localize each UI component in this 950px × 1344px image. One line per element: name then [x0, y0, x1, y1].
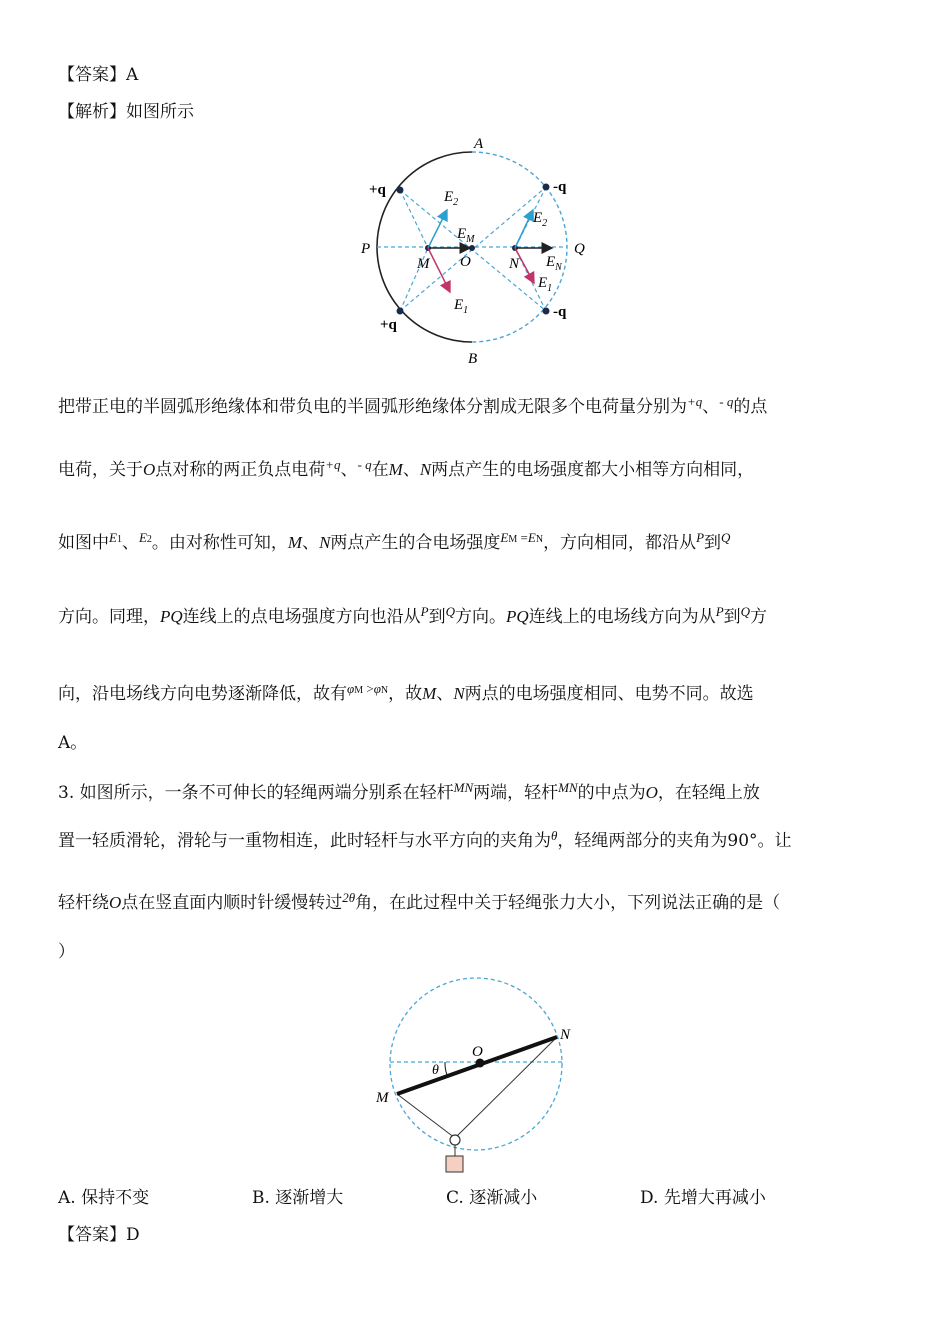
label-A: A [474, 136, 484, 152]
fig2-label-N: N [560, 1027, 571, 1043]
label-Q: Q [574, 241, 585, 257]
para-line-2: 电荷，关于O点对称的两正负点电荷$^{+q}$、$^{- q}$在M、N两点产生的电场强度都大小相等方向相同， [58, 457, 755, 480]
label-O: O [460, 254, 471, 270]
answer-1-line [58, 64, 138, 86]
para-line-3: 如图中$^{E1}$、$^{E2}$。由对称性可知，M、N两点产生的合电场强度$^{EM}$ $^{=EN}$，方向相同，都沿从$^P$到$^Q$ [58, 530, 731, 553]
label-E2-M: $E_2$ [444, 189, 459, 208]
label-minus-q-top: -q [553, 179, 567, 195]
q3-line-4: ） [58, 942, 75, 962]
fig2-label-O: O [472, 1044, 483, 1060]
q3-line-2: 置一轻质滑轮，滑轮与一重物相连，此时轻杆与水平方向的夹角为$^\theta$，轻绳两部分的夹角为90°。让 [58, 828, 792, 851]
label-P: P [361, 241, 371, 257]
fig2-label-M: M [376, 1090, 389, 1106]
option-D[interactable]: D. 先增大再减小 [640, 1188, 766, 1208]
label-EN: $E_N$ [546, 254, 562, 273]
label-E1-N: $E_1$ [538, 275, 553, 294]
label-minus-q-bottom: -q [553, 304, 567, 320]
answer-label: 【答案】 [58, 1225, 126, 1245]
figure-2-rod-diagram [370, 970, 580, 1180]
analysis-label: 【解析】 [58, 102, 126, 122]
label-B: B [468, 351, 478, 367]
option-C[interactable]: C. 逐渐减小 [446, 1188, 538, 1208]
label-N: N [509, 256, 520, 272]
fig2-label-theta: θ [432, 1063, 439, 1078]
figure-1-field-diagram [350, 130, 610, 370]
q3-line-1: 3. 如图所示，一条不可伸长的轻绳两端分别系在轻杆$^{MN}$两端，轻杆$^{MN}$的中点为O，在轻绳上放 [58, 780, 760, 803]
answer-label: 【答案】 [58, 65, 126, 85]
label-EM: $E_M$ [457, 226, 475, 245]
option-B[interactable]: B. 逐渐增大 [252, 1188, 344, 1208]
para-line-1: 把带正电的半圆弧形绝缘体和带负电的半圆弧形绝缘体分割成无限多个电荷量分别为$^{+q}$、$^{- q}$的点 [58, 394, 768, 417]
para-line-6: A。 [58, 733, 88, 753]
answer-value: A [126, 65, 139, 85]
para-line-4: 方向。同理，PQ连线上的点电场强度方向也沿从$^P$到$^Q$方向。PQ连线上的电场线方向为从$^P$到$^Q$方 [58, 604, 768, 627]
label-E2-N: $E_2$ [533, 210, 548, 229]
para-line-5: 向，沿电场线方向电势逐渐降低，故有$^{\varphi M}$ $^{>\varphi N}$，故M、N两点的电场强度相同、电势不同。故选 [58, 681, 754, 704]
answer-2-line [58, 1224, 140, 1246]
answer-value: D [126, 1225, 140, 1245]
label-E1-M: $E_1$ [454, 297, 469, 316]
analysis-text: 如图所示 [126, 102, 194, 122]
label-plus-q-bottom: +q [380, 317, 397, 333]
label-M: M [417, 256, 430, 272]
q3-line-3: 轻杆绕O点在竖直面内顺时针缓慢转过$^{2\theta}$角，在此过程中关于轻绳张力大小，下列说法正确的是（ [58, 890, 781, 913]
option-A[interactable]: A. 保持不变 [58, 1188, 150, 1208]
label-plus-q-top: +q [369, 182, 386, 198]
analysis-line [58, 101, 194, 123]
